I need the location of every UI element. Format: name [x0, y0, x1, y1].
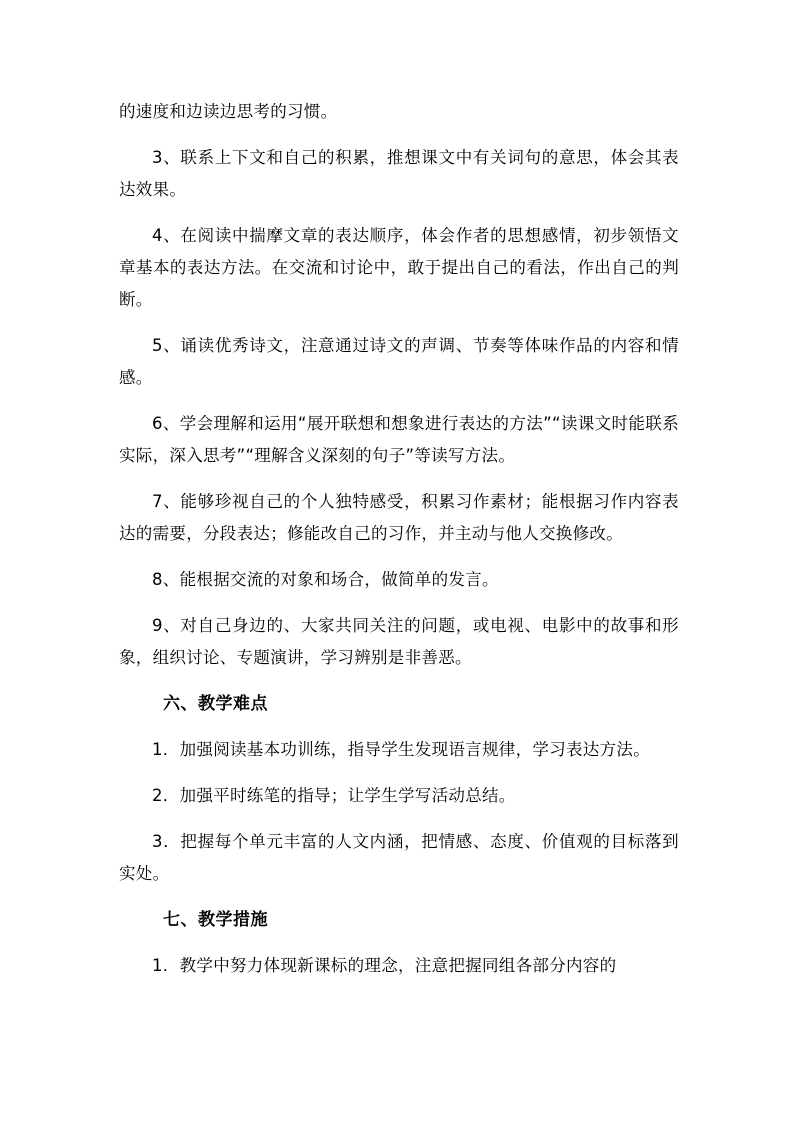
difficulty-item-1: 1．加强阅读基本功训练，指导学生发现语言规律，学习表达方法。 [152, 740, 650, 759]
section-heading-teaching-difficulties: 六、教学难点 [163, 694, 268, 714]
objective-4: 4、在阅读中揣摩文章的表达顺序，体会作者的思想感情，初步领悟文章基本的表达方法。在交流和讨论中，敢于提出自己的看法，作出自己的判断。 [119, 226, 679, 309]
difficulty-item-3: 3．把握每个单元丰富的人文内涵，把情感、态度、价值观的目标落到实处。 [119, 832, 679, 883]
section-heading-teaching-measures: 七、教学措施 [163, 910, 268, 930]
objective-6: 6、学会理解和运用“展开联想和想象进行表达的方法”“读课文时能联系实际，深入思考”“理解含义深刻的句子”等读写方法。 [119, 414, 679, 465]
objective-3: 3、联系上下文和自己的积累，推想课文中有关词句的意思，体会其表达效果。 [119, 148, 679, 199]
objective-9: 9、对自己身边的、大家共同关注的问题，或电视、电影中的故事和形象，组织讨论、专题演讲，学习辨别是非善恶。 [119, 616, 679, 667]
document-body [119, 96, 679, 996]
paragraph-continuation: 的速度和边读边思考的习惯。 [119, 102, 338, 121]
objective-5: 5、诵读优秀诗文，注意通过诗文的声调、节奏等体味作品的内容和情感。 [119, 336, 679, 387]
objective-8: 8、能根据交流的对象和场合，做简单的发言。 [152, 570, 499, 589]
measure-item-1: 1．教学中努力体现新课标的理念，注意把握同组各部分内容的 [152, 956, 617, 975]
difficulty-item-2: 2．加强平时练笔的指导；让学生学写活动总结。 [152, 786, 516, 805]
objective-7: 7、能够珍视自己的个人独特感受，积累习作素材；能根据习作内容表达的需要，分段表达；修能改自己的习作，并主动与他人交换修改。 [119, 492, 679, 543]
